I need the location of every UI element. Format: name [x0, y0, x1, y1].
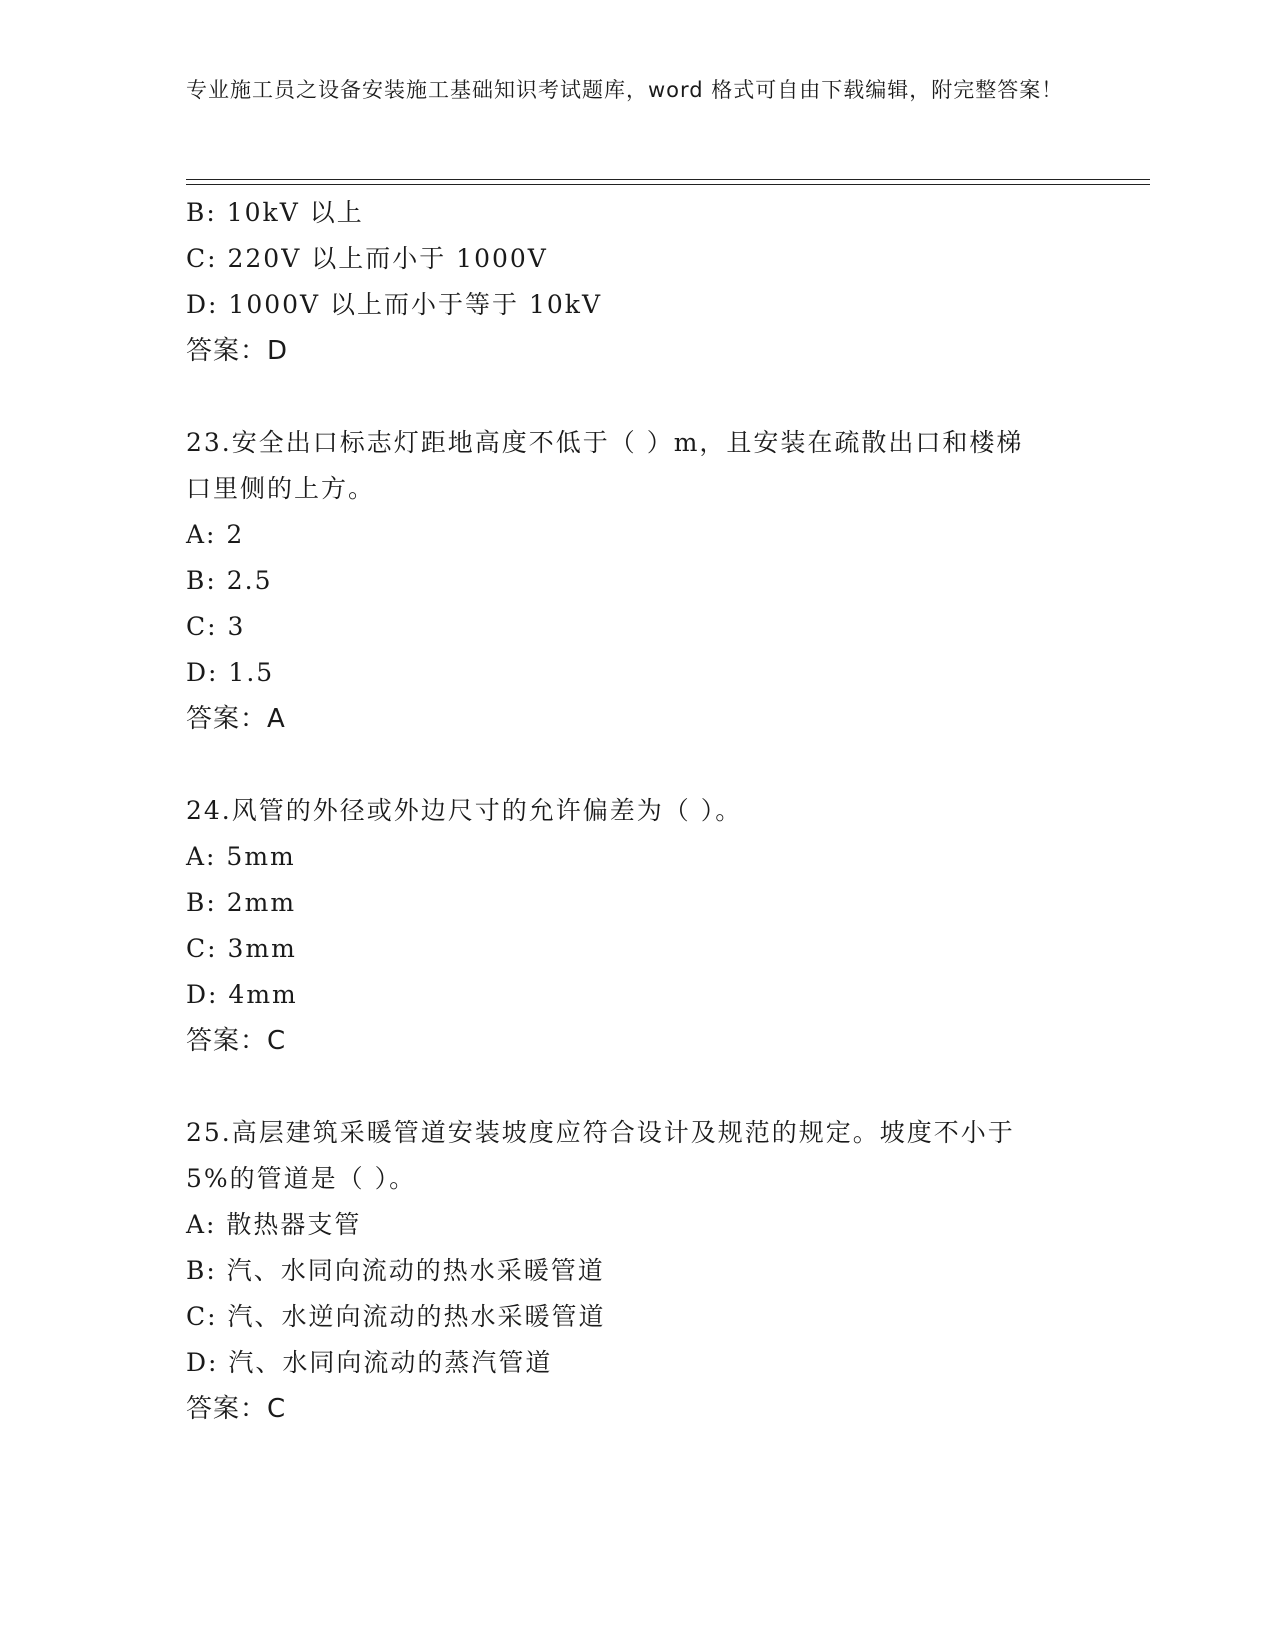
question-24 [186, 788, 1086, 1064]
question-text: 24.风管的外径或外边尺寸的允许偏差为（ ）。 [186, 796, 743, 825]
option-b: B: 2mm [186, 888, 297, 917]
option-a: A: 散热器支管 [186, 1210, 362, 1239]
question-23 [186, 420, 1086, 742]
question-25 [186, 1110, 1086, 1432]
spacer [186, 374, 1086, 420]
question-text-continued: 5%的管道是（ ）。 [186, 1164, 417, 1193]
answer: 答案：C [186, 1026, 287, 1056]
option-d: D: 1.5 [186, 658, 275, 687]
document-header: 专业施工员之设备安装施工基础知识考试题库，word 格式可自由下载编辑，附完整答案！ [186, 78, 1064, 102]
question-text: 25.高层建筑采暖管道安装坡度应符合设计及规范的规定。坡度不小于 [186, 1118, 1015, 1147]
header-rule-bottom [186, 184, 1150, 185]
answer: 答案：D [186, 336, 289, 366]
question-text-continued: 口里侧的上方。 [186, 474, 376, 503]
option-d: D: 4mm [186, 980, 298, 1009]
option-c: C: 220V 以上而小于 1000V [186, 244, 548, 273]
option-b: B: 汽、水同向流动的热水采暖管道 [186, 1256, 605, 1285]
question-text: 23.安全出口标志灯距地高度不低于（ ）m，且安装在疏散出口和楼梯 [186, 428, 1024, 457]
spacer [186, 1064, 1086, 1110]
answer: 答案：C [186, 1394, 287, 1424]
spacer [186, 742, 1086, 788]
option-b: B: 10kV 以上 [186, 198, 364, 227]
option-d: D: 1000V 以上而小于等于 10kV [186, 290, 602, 319]
question-22 [186, 190, 1086, 374]
option-c: C: 3mm [186, 934, 297, 963]
option-d: D: 汽、水同向流动的蒸汽管道 [186, 1348, 553, 1377]
option-c: C: 3 [186, 612, 246, 641]
option-a: A: 2 [186, 520, 245, 549]
answer: 答案：A [186, 704, 286, 734]
option-a: A: 5mm [186, 842, 296, 871]
header-rule-top [186, 179, 1150, 180]
option-c: C: 汽、水逆向流动的热水采暖管道 [186, 1302, 606, 1331]
option-b: B: 2.5 [186, 566, 273, 595]
document-body [186, 190, 1086, 1432]
